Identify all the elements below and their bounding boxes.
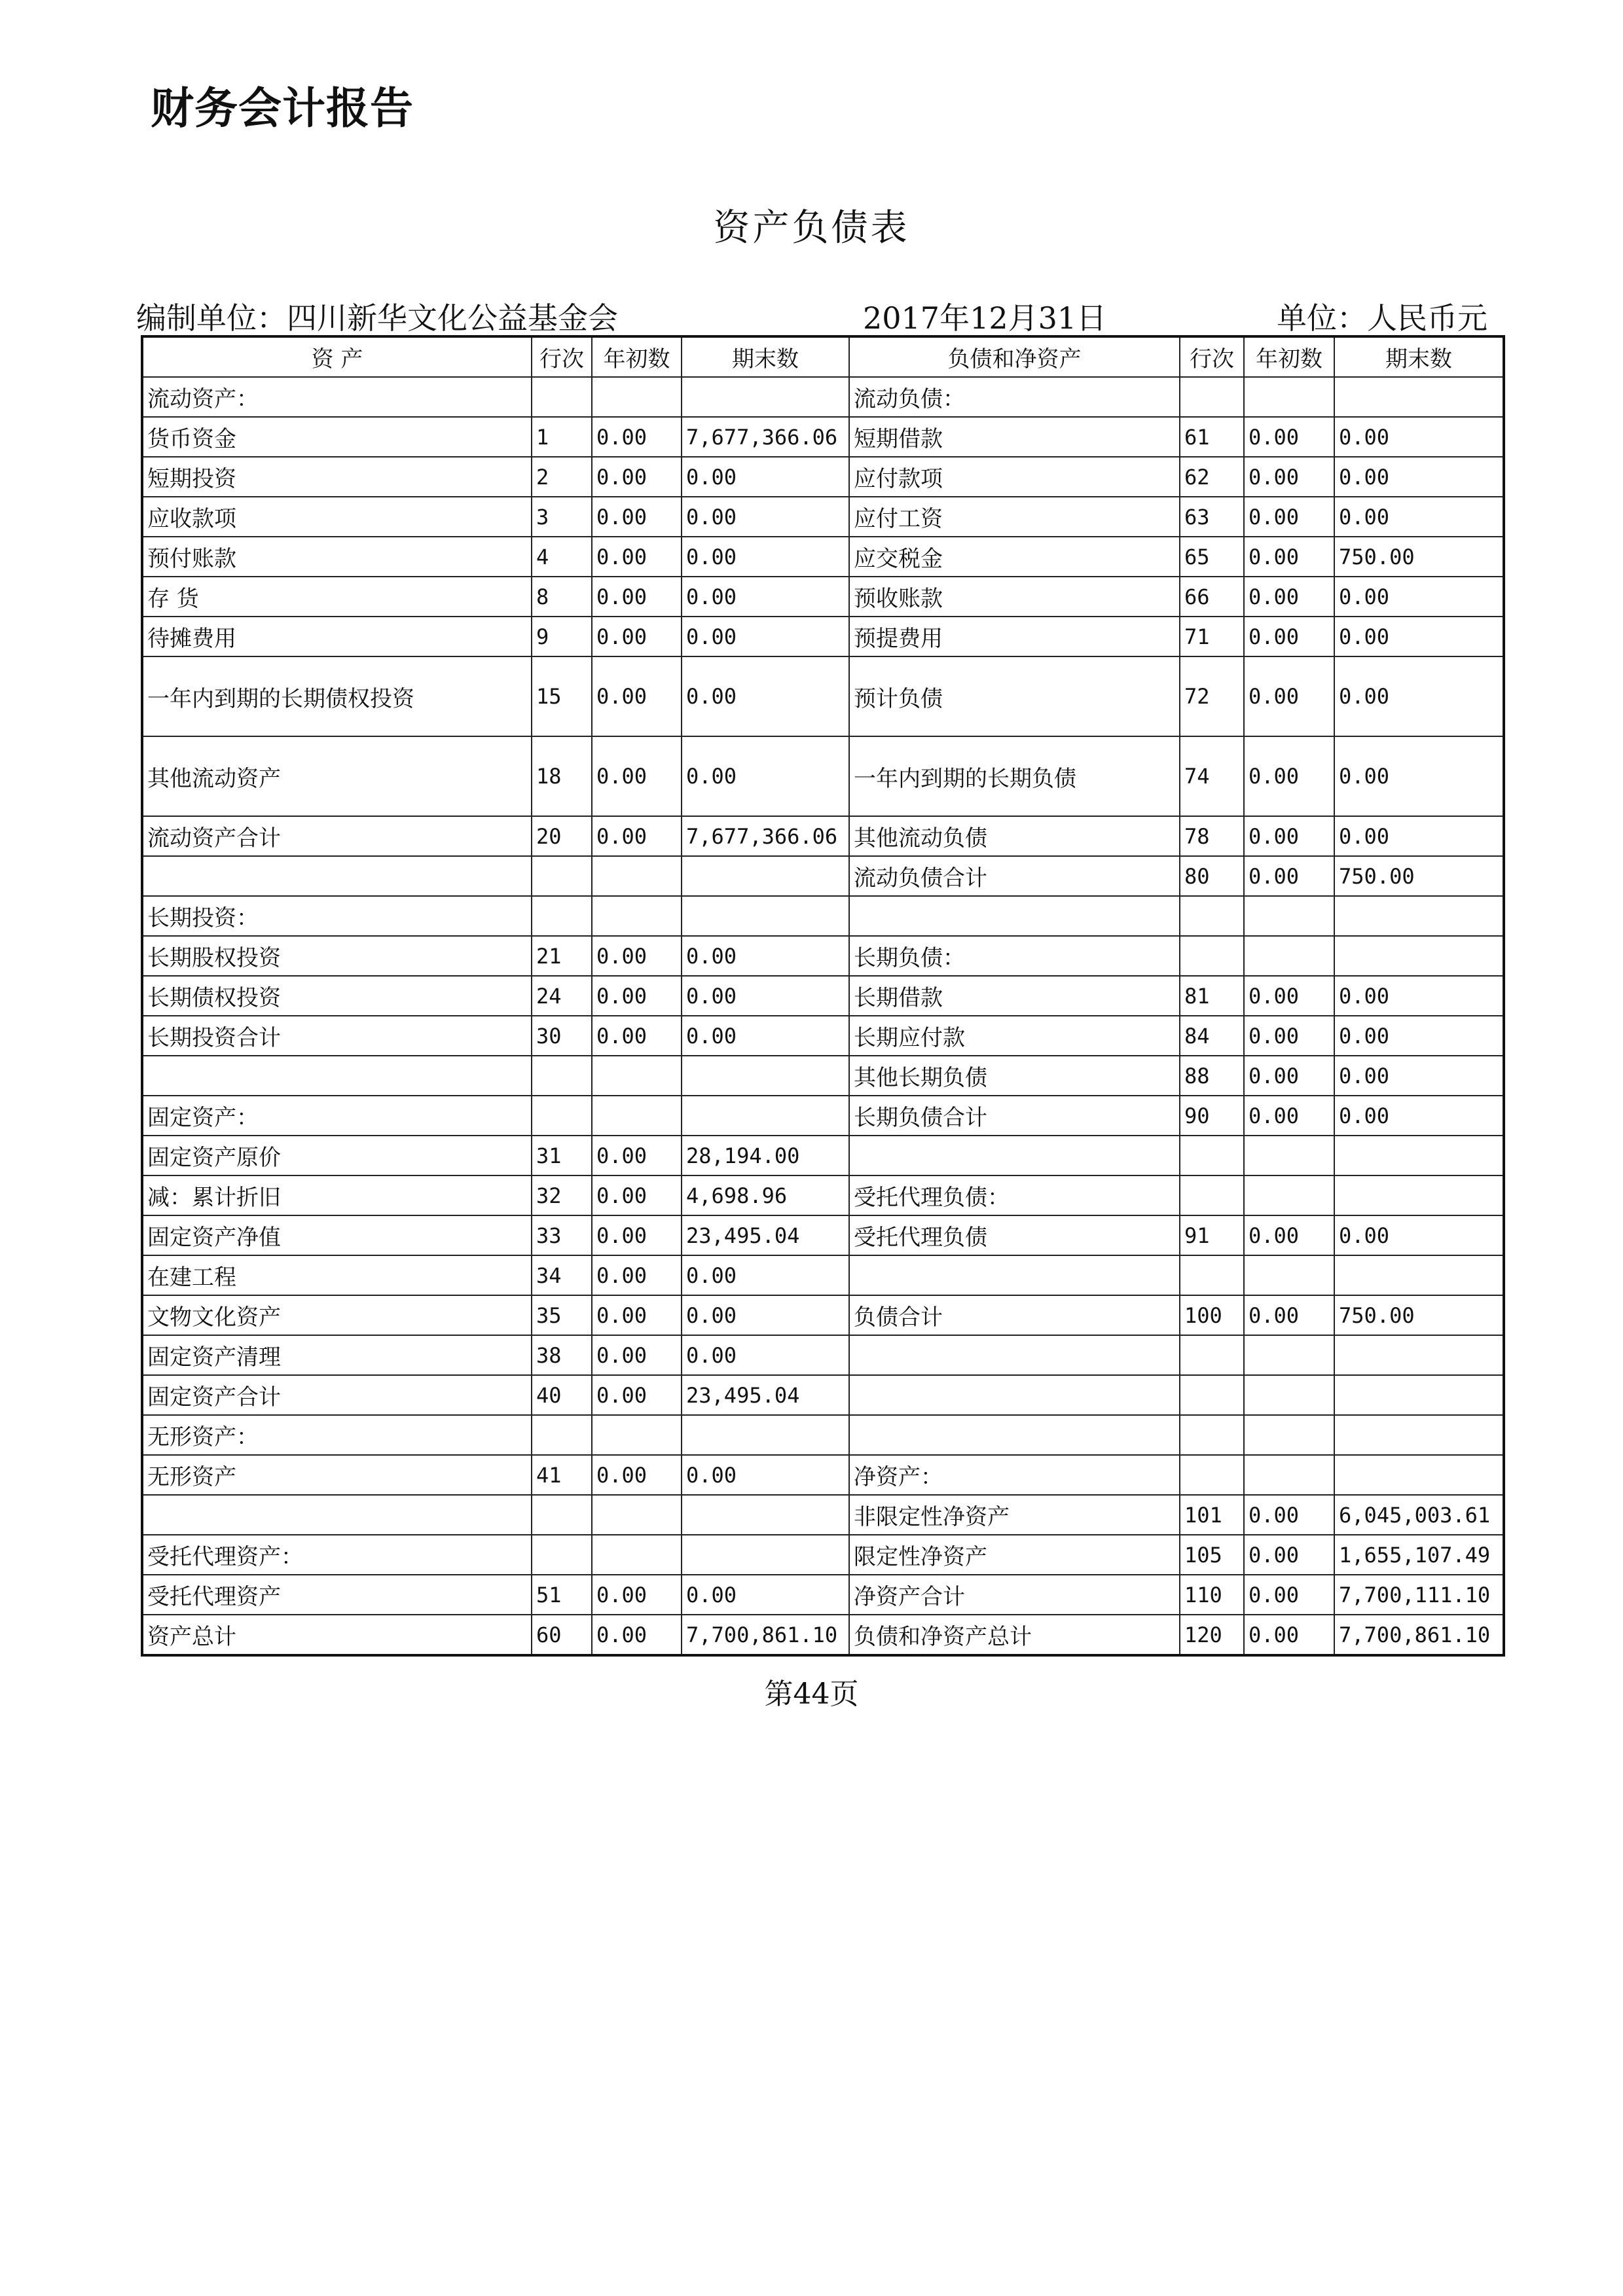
asset-end: 7,677,366.06 bbox=[682, 417, 849, 457]
asset-row-no: 34 bbox=[532, 1255, 592, 1295]
liability-end bbox=[1334, 1335, 1504, 1375]
asset-begin: 0.00 bbox=[592, 1575, 682, 1615]
table-row bbox=[142, 1575, 1504, 1615]
asset-name: 流动资产合计 bbox=[142, 816, 532, 856]
asset-name bbox=[142, 1056, 532, 1096]
asset-begin: 0.00 bbox=[592, 617, 682, 656]
liability-name: 净资产： bbox=[849, 1455, 1180, 1495]
liability-name: 流动负债： bbox=[849, 377, 1180, 417]
asset-end: 0.00 bbox=[682, 457, 849, 497]
asset-begin bbox=[592, 377, 682, 417]
liability-row-no bbox=[1180, 1175, 1244, 1215]
liability-end: 7,700,111.10 bbox=[1334, 1575, 1504, 1615]
liability-name: 其他长期负债 bbox=[849, 1056, 1180, 1096]
asset-name: 长期投资合计 bbox=[142, 1016, 532, 1056]
liability-row-no bbox=[1180, 1255, 1244, 1295]
liability-end bbox=[1334, 377, 1504, 417]
asset-name: 长期投资： bbox=[142, 896, 532, 936]
liability-begin: 0.00 bbox=[1244, 1215, 1334, 1255]
liability-end: 0.00 bbox=[1334, 1056, 1504, 1096]
table-row bbox=[142, 1175, 1504, 1215]
asset-end: 28,194.00 bbox=[682, 1136, 849, 1175]
table-row bbox=[142, 1455, 1504, 1495]
asset-end: 0.00 bbox=[682, 1455, 849, 1495]
sheet-title: 资产负债表 bbox=[713, 207, 910, 249]
asset-end: 0.00 bbox=[682, 617, 849, 656]
liability-name bbox=[849, 1415, 1180, 1455]
asset-end bbox=[682, 856, 849, 896]
asset-name bbox=[142, 1495, 532, 1535]
asset-begin bbox=[592, 1495, 682, 1535]
asset-name: 无形资产 bbox=[142, 1455, 532, 1495]
liability-name bbox=[849, 1335, 1180, 1375]
table-row bbox=[142, 1375, 1504, 1415]
asset-name: 在建工程 bbox=[142, 1255, 532, 1295]
liability-begin bbox=[1244, 1136, 1334, 1175]
asset-row-no bbox=[532, 856, 592, 896]
liability-name: 预收账款 bbox=[849, 577, 1180, 617]
liability-begin bbox=[1244, 1415, 1334, 1455]
liability-name bbox=[849, 896, 1180, 936]
asset-row-no: 32 bbox=[532, 1175, 592, 1215]
asset-name: 固定资产： bbox=[142, 1096, 532, 1136]
asset-begin: 0.00 bbox=[592, 1175, 682, 1215]
asset-end: 0.00 bbox=[682, 497, 849, 537]
liability-end bbox=[1334, 1455, 1504, 1495]
asset-name: 长期股权投资 bbox=[142, 936, 532, 976]
table-row bbox=[142, 1335, 1504, 1375]
liability-end bbox=[1334, 1175, 1504, 1215]
asset-name: 无形资产： bbox=[142, 1415, 532, 1455]
liability-end: 0.00 bbox=[1334, 457, 1504, 497]
liability-begin: 0.00 bbox=[1244, 816, 1334, 856]
asset-row-no: 31 bbox=[532, 1136, 592, 1175]
liability-name: 应付工资 bbox=[849, 497, 1180, 537]
liability-begin bbox=[1244, 896, 1334, 936]
asset-end bbox=[682, 1056, 849, 1096]
liability-row-no: 72 bbox=[1180, 656, 1244, 736]
asset-row-no bbox=[532, 1096, 592, 1136]
asset-row-no: 2 bbox=[532, 457, 592, 497]
table-row bbox=[142, 537, 1504, 577]
asset-end: 0.00 bbox=[682, 736, 849, 816]
asset-row-no: 3 bbox=[532, 497, 592, 537]
liability-end: 0.00 bbox=[1334, 417, 1504, 457]
asset-begin: 0.00 bbox=[592, 1615, 682, 1655]
liability-row-no: 90 bbox=[1180, 1096, 1244, 1136]
liability-name bbox=[849, 1136, 1180, 1175]
table-row bbox=[142, 1215, 1504, 1255]
liability-begin: 0.00 bbox=[1244, 577, 1334, 617]
liability-name: 非限定性净资产 bbox=[849, 1495, 1180, 1535]
asset-name: 短期投资 bbox=[142, 457, 532, 497]
liability-name: 其他流动负债 bbox=[849, 816, 1180, 856]
liability-begin: 0.00 bbox=[1244, 856, 1334, 896]
asset-end: 0.00 bbox=[682, 1575, 849, 1615]
organization-label: 编制单位：四川新华文化公益基金会 bbox=[136, 300, 618, 336]
liability-end: 0.00 bbox=[1334, 497, 1504, 537]
asset-end: 0.00 bbox=[682, 577, 849, 617]
asset-begin: 0.00 bbox=[592, 577, 682, 617]
table-row bbox=[142, 497, 1504, 537]
table-row bbox=[142, 377, 1504, 417]
liability-begin bbox=[1244, 1455, 1334, 1495]
liability-begin: 0.00 bbox=[1244, 497, 1334, 537]
liability-begin: 0.00 bbox=[1244, 457, 1334, 497]
table-row bbox=[142, 856, 1504, 896]
liability-row-no: 101 bbox=[1180, 1495, 1244, 1535]
asset-end: 0.00 bbox=[682, 936, 849, 976]
asset-row-no: 21 bbox=[532, 936, 592, 976]
liability-name: 受托代理负债 bbox=[849, 1215, 1180, 1255]
liability-row-no bbox=[1180, 1335, 1244, 1375]
asset-row-no: 8 bbox=[532, 577, 592, 617]
asset-end bbox=[682, 896, 849, 936]
liability-begin bbox=[1244, 377, 1334, 417]
header-begin-2: 年初数 bbox=[1244, 336, 1334, 377]
liability-end bbox=[1334, 1136, 1504, 1175]
asset-name: 待摊费用 bbox=[142, 617, 532, 656]
asset-row-no: 60 bbox=[532, 1615, 592, 1655]
asset-begin: 0.00 bbox=[592, 1215, 682, 1255]
liability-name: 应付款项 bbox=[849, 457, 1180, 497]
liability-row-no: 71 bbox=[1180, 617, 1244, 656]
liability-row-no: 88 bbox=[1180, 1056, 1244, 1096]
table-row bbox=[142, 617, 1504, 656]
asset-end: 0.00 bbox=[682, 1255, 849, 1295]
table-row bbox=[142, 816, 1504, 856]
asset-end: 0.00 bbox=[682, 656, 849, 736]
liability-row-no bbox=[1180, 1455, 1244, 1495]
liability-name: 净资产合计 bbox=[849, 1575, 1180, 1615]
asset-name: 固定资产合计 bbox=[142, 1375, 532, 1415]
asset-begin: 0.00 bbox=[592, 1295, 682, 1335]
liability-row-no: 78 bbox=[1180, 816, 1244, 856]
table-header-row bbox=[142, 336, 1504, 377]
asset-begin: 0.00 bbox=[592, 1455, 682, 1495]
liability-end bbox=[1334, 896, 1504, 936]
asset-begin: 0.00 bbox=[592, 1255, 682, 1295]
asset-begin: 0.00 bbox=[592, 457, 682, 497]
asset-name: 资产总计 bbox=[142, 1615, 532, 1655]
liability-end: 750.00 bbox=[1334, 537, 1504, 577]
asset-name: 减：累计折旧 bbox=[142, 1175, 532, 1215]
table-row bbox=[142, 1415, 1504, 1455]
liability-end: 0.00 bbox=[1334, 1096, 1504, 1136]
liability-name: 一年内到期的长期负债 bbox=[849, 736, 1180, 816]
liability-row-no: 84 bbox=[1180, 1016, 1244, 1056]
asset-row-no: 33 bbox=[532, 1215, 592, 1255]
liability-name: 长期借款 bbox=[849, 976, 1180, 1016]
asset-name: 其他流动资产 bbox=[142, 736, 532, 816]
asset-end bbox=[682, 1535, 849, 1575]
liability-row-no: 65 bbox=[1180, 537, 1244, 577]
liability-begin: 0.00 bbox=[1244, 1056, 1334, 1096]
liability-end bbox=[1334, 936, 1504, 976]
liability-begin: 0.00 bbox=[1244, 1016, 1334, 1056]
asset-row-no: 24 bbox=[532, 976, 592, 1016]
asset-begin: 0.00 bbox=[592, 736, 682, 816]
liability-name: 负债和净资产总计 bbox=[849, 1615, 1180, 1655]
liability-name: 长期负债合计 bbox=[849, 1096, 1180, 1136]
asset-begin bbox=[592, 1096, 682, 1136]
liability-end: 750.00 bbox=[1334, 1295, 1504, 1335]
liability-name: 限定性净资产 bbox=[849, 1535, 1180, 1575]
asset-row-no bbox=[532, 1056, 592, 1096]
liability-begin bbox=[1244, 1335, 1334, 1375]
asset-row-no bbox=[532, 896, 592, 936]
liability-begin: 0.00 bbox=[1244, 1535, 1334, 1575]
asset-row-no bbox=[532, 377, 592, 417]
liability-end: 0.00 bbox=[1334, 1215, 1504, 1255]
liability-row-no: 61 bbox=[1180, 417, 1244, 457]
liability-row-no: 63 bbox=[1180, 497, 1244, 537]
liability-end: 0.00 bbox=[1334, 617, 1504, 656]
liability-row-no: 62 bbox=[1180, 457, 1244, 497]
liability-row-no bbox=[1180, 1415, 1244, 1455]
asset-end: 0.00 bbox=[682, 1295, 849, 1335]
header-begin: 年初数 bbox=[592, 336, 682, 377]
asset-row-no: 9 bbox=[532, 617, 592, 656]
balance-sheet-table bbox=[141, 335, 1505, 1657]
asset-row-no bbox=[532, 1535, 592, 1575]
asset-name: 文物文化资产 bbox=[142, 1295, 532, 1335]
liability-name: 流动负债合计 bbox=[849, 856, 1180, 896]
asset-begin bbox=[592, 856, 682, 896]
asset-begin: 0.00 bbox=[592, 936, 682, 976]
asset-end bbox=[682, 1495, 849, 1535]
asset-end: 23,495.04 bbox=[682, 1215, 849, 1255]
asset-row-no: 35 bbox=[532, 1295, 592, 1335]
table-row bbox=[142, 577, 1504, 617]
table-row bbox=[142, 417, 1504, 457]
liability-end bbox=[1334, 1375, 1504, 1415]
asset-row-no: 18 bbox=[532, 736, 592, 816]
asset-name: 固定资产原价 bbox=[142, 1136, 532, 1175]
liability-begin: 0.00 bbox=[1244, 1295, 1334, 1335]
header-row-no-2: 行次 bbox=[1180, 336, 1244, 377]
asset-begin: 0.00 bbox=[592, 417, 682, 457]
asset-name: 流动资产： bbox=[142, 377, 532, 417]
table-row bbox=[142, 736, 1504, 816]
asset-name: 受托代理资产 bbox=[142, 1575, 532, 1615]
asset-row-no bbox=[532, 1495, 592, 1535]
liability-row-no: 66 bbox=[1180, 577, 1244, 617]
asset-row-no: 20 bbox=[532, 816, 592, 856]
asset-row-no: 30 bbox=[532, 1016, 592, 1056]
table-row bbox=[142, 1255, 1504, 1295]
liability-name: 短期借款 bbox=[849, 417, 1180, 457]
header-liabilities: 负债和净资产 bbox=[849, 336, 1180, 377]
asset-begin: 0.00 bbox=[592, 1136, 682, 1175]
asset-end: 0.00 bbox=[682, 976, 849, 1016]
asset-name: 预付账款 bbox=[142, 537, 532, 577]
liability-end: 1,655,107.49 bbox=[1334, 1535, 1504, 1575]
liability-end: 6,045,003.61 bbox=[1334, 1495, 1504, 1535]
liability-begin: 0.00 bbox=[1244, 1096, 1334, 1136]
page-number: 第44页 bbox=[764, 1677, 859, 1711]
asset-name: 固定资产清理 bbox=[142, 1335, 532, 1375]
liability-end: 7,700,861.10 bbox=[1334, 1615, 1504, 1655]
asset-begin bbox=[592, 1056, 682, 1096]
table-row bbox=[142, 1096, 1504, 1136]
liability-row-no: 91 bbox=[1180, 1215, 1244, 1255]
table-row bbox=[142, 1136, 1504, 1175]
liability-end: 0.00 bbox=[1334, 816, 1504, 856]
liability-end: 0.00 bbox=[1334, 736, 1504, 816]
table-row bbox=[142, 896, 1504, 936]
asset-end: 7,700,861.10 bbox=[682, 1615, 849, 1655]
asset-end: 7,677,366.06 bbox=[682, 816, 849, 856]
liability-name: 负债合计 bbox=[849, 1295, 1180, 1335]
asset-begin bbox=[592, 896, 682, 936]
liability-begin: 0.00 bbox=[1244, 1615, 1334, 1655]
asset-name: 货币资金 bbox=[142, 417, 532, 457]
header-end: 期末数 bbox=[682, 336, 849, 377]
table-row bbox=[142, 936, 1504, 976]
asset-name: 存 货 bbox=[142, 577, 532, 617]
liability-row-no: 74 bbox=[1180, 736, 1244, 816]
liability-begin: 0.00 bbox=[1244, 617, 1334, 656]
currency-unit: 单位：人民币元 bbox=[1277, 300, 1487, 336]
liability-end: 0.00 bbox=[1334, 1016, 1504, 1056]
liability-name: 预提费用 bbox=[849, 617, 1180, 656]
liability-begin bbox=[1244, 936, 1334, 976]
liability-name bbox=[849, 1375, 1180, 1415]
asset-begin: 0.00 bbox=[592, 537, 682, 577]
header-end-2: 期末数 bbox=[1334, 336, 1504, 377]
liability-begin bbox=[1244, 1255, 1334, 1295]
liability-begin: 0.00 bbox=[1244, 417, 1334, 457]
liability-row-no bbox=[1180, 377, 1244, 417]
asset-begin: 0.00 bbox=[592, 497, 682, 537]
asset-name: 应收款项 bbox=[142, 497, 532, 537]
asset-end bbox=[682, 1415, 849, 1455]
asset-name: 受托代理资产： bbox=[142, 1535, 532, 1575]
asset-row-no: 41 bbox=[532, 1455, 592, 1495]
liability-name: 长期负债： bbox=[849, 936, 1180, 976]
liability-row-no: 110 bbox=[1180, 1575, 1244, 1615]
asset-begin: 0.00 bbox=[592, 1375, 682, 1415]
liability-name: 预计负债 bbox=[849, 656, 1180, 736]
liability-begin: 0.00 bbox=[1244, 736, 1334, 816]
liability-end: 0.00 bbox=[1334, 976, 1504, 1016]
asset-end: 23,495.04 bbox=[682, 1375, 849, 1415]
table-row bbox=[142, 1016, 1504, 1056]
asset-row-no: 40 bbox=[532, 1375, 592, 1415]
asset-begin: 0.00 bbox=[592, 656, 682, 736]
asset-end: 0.00 bbox=[682, 1016, 849, 1056]
asset-begin: 0.00 bbox=[592, 816, 682, 856]
liability-begin: 0.00 bbox=[1244, 537, 1334, 577]
asset-row-no: 4 bbox=[532, 537, 592, 577]
asset-begin bbox=[592, 1535, 682, 1575]
asset-end: 0.00 bbox=[682, 537, 849, 577]
asset-name bbox=[142, 856, 532, 896]
liability-row-no: 80 bbox=[1180, 856, 1244, 896]
table-row bbox=[142, 1295, 1504, 1335]
liability-end bbox=[1334, 1415, 1504, 1455]
report-date: 2017年12月31日 bbox=[863, 300, 1107, 336]
asset-name: 一年内到期的长期债权投资 bbox=[142, 656, 532, 736]
liability-end bbox=[1334, 1255, 1504, 1295]
liability-row-no: 120 bbox=[1180, 1615, 1244, 1655]
asset-name: 固定资产净值 bbox=[142, 1215, 532, 1255]
liability-begin bbox=[1244, 1375, 1334, 1415]
liability-row-no: 100 bbox=[1180, 1295, 1244, 1335]
asset-row-no: 1 bbox=[532, 417, 592, 457]
report-title: 财务会计报告 bbox=[151, 83, 414, 134]
liability-row-no: 105 bbox=[1180, 1535, 1244, 1575]
asset-end: 4,698.96 bbox=[682, 1175, 849, 1215]
liability-row-no bbox=[1180, 896, 1244, 936]
table-row bbox=[142, 656, 1504, 736]
liability-end: 750.00 bbox=[1334, 856, 1504, 896]
asset-name: 长期债权投资 bbox=[142, 976, 532, 1016]
liability-name: 长期应付款 bbox=[849, 1016, 1180, 1056]
liability-name bbox=[849, 1255, 1180, 1295]
liability-end: 0.00 bbox=[1334, 656, 1504, 736]
asset-row-no: 38 bbox=[532, 1335, 592, 1375]
table-row bbox=[142, 1535, 1504, 1575]
liability-row-no bbox=[1180, 1375, 1244, 1415]
table-row bbox=[142, 1056, 1504, 1096]
table-row bbox=[142, 1615, 1504, 1655]
asset-begin bbox=[592, 1415, 682, 1455]
asset-begin: 0.00 bbox=[592, 1016, 682, 1056]
asset-end bbox=[682, 377, 849, 417]
liability-begin: 0.00 bbox=[1244, 656, 1334, 736]
liability-begin: 0.00 bbox=[1244, 976, 1334, 1016]
asset-row-no: 15 bbox=[532, 656, 592, 736]
liability-row-no bbox=[1180, 1136, 1244, 1175]
liability-end: 0.00 bbox=[1334, 577, 1504, 617]
header-row-no: 行次 bbox=[532, 336, 592, 377]
liability-begin bbox=[1244, 1175, 1334, 1215]
asset-begin: 0.00 bbox=[592, 976, 682, 1016]
asset-end: 0.00 bbox=[682, 1335, 849, 1375]
table-row bbox=[142, 1495, 1504, 1535]
header-asset: 资 产 bbox=[142, 336, 532, 377]
liability-begin: 0.00 bbox=[1244, 1575, 1334, 1615]
asset-row-no: 51 bbox=[532, 1575, 592, 1615]
asset-row-no bbox=[532, 1415, 592, 1455]
asset-end bbox=[682, 1096, 849, 1136]
liability-name: 应交税金 bbox=[849, 537, 1180, 577]
liability-row-no bbox=[1180, 936, 1244, 976]
asset-begin: 0.00 bbox=[592, 1335, 682, 1375]
table-row bbox=[142, 457, 1504, 497]
table-row bbox=[142, 976, 1504, 1016]
liability-begin: 0.00 bbox=[1244, 1495, 1334, 1535]
liability-name: 受托代理负债： bbox=[849, 1175, 1180, 1215]
liability-row-no: 81 bbox=[1180, 976, 1244, 1016]
